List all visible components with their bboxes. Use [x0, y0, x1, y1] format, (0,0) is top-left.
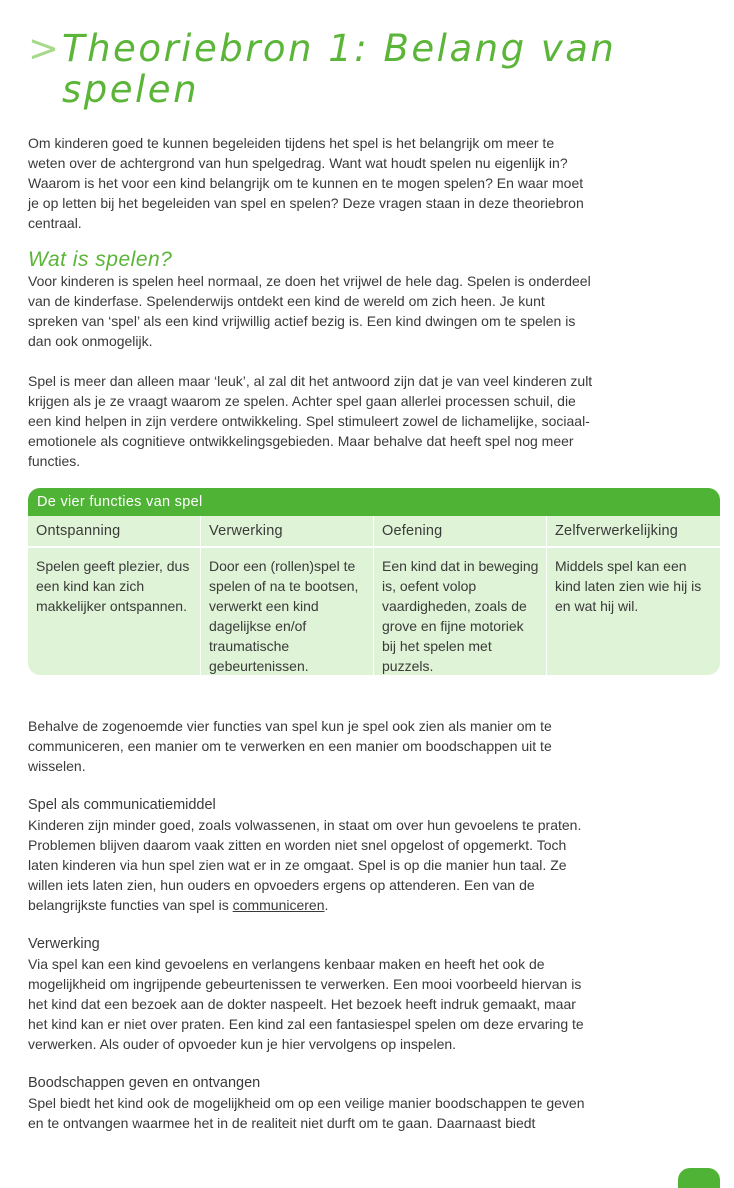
heading-verwerking: Verwerking	[28, 936, 100, 952]
section1-paragraph-1: Voor kinderen is spelen heel normaal, ze doen het vrijwel de hele dag. Spelen is onderdeel van de kinderfase. Spelenderwijs ontdekt een kind de wereld om zich heen. Je kunt spreken van ‘spel’ als een kind vrijwillig actief bezig is. Een kind dwingen om te spelen is dan ook onmogelijk.	[28, 273, 591, 349]
column-header: Oefening	[374, 516, 546, 548]
table-column	[201, 516, 374, 675]
page-title-text: Theoriebron 1: Belang van spelen	[62, 27, 617, 111]
table-column	[28, 516, 201, 675]
intro-paragraph: Om kinderen goed te kunnen begeleiden tijdens het spel is het belangrijk om meer te weten over de achtergrond van hun spelgedrag. Want wat houdt spelen nu eigenlijk in? Waarom is het voor een kind belangrijk om te kunnen en te mogen spelen? En waar moet je op letten bij het begeleiden van spel en spelen? Deze vragen staan in deze theoriebron centraal.	[28, 135, 584, 231]
heading-boodschappen: Boodschappen geven en ontvangen	[28, 1075, 261, 1091]
after-table-paragraph: Behalve de zogenoemde vier functies van spel kun je spel ook zien als manier om te communiceren, een manier om te verwerken en een manier om boodschappen uit te wisselen.	[28, 718, 552, 774]
boodschappen-paragraph: Spel biedt het kind ook de mogelijkheid om op een veilige manier boodschappen te geven en te ontvangen waarmee het in de realiteit niet durft om te gaan. Daarnaast biedt	[28, 1095, 585, 1131]
heading-communicatiemiddel: Spel als communicatiemiddel	[28, 797, 216, 813]
page-number-tab	[678, 1168, 720, 1188]
chevron-right-icon: >	[28, 27, 62, 70]
column-header: Ontspanning	[28, 516, 200, 548]
communicatie-paragraph	[28, 815, 593, 915]
column-body: Een kind dat in beweging is, oefent volop vaardigheden, zoals de grove en fijne motoriek bij het spelen met puzzels.	[382, 558, 539, 674]
column-body: Spelen geeft plezier, dus een kind kan zich makkelijker ontspannen.	[36, 558, 190, 614]
communicatie-text: Kinderen zijn minder goed, zoals volwassenen, in staat om over hun gevoelens te praten. Problemen blijven daarom vaak zitten en worden niet snel opgelost of opgemerkt. Toch laten kinderen via hun spel zien wat er in ze omgaat. Spel is op die manier hun taal. Ze willen iets laten zien, hun ouders en opvoeders ergens op attenderen. Een van de belangrijkste functies van spel is	[28, 817, 582, 913]
section1-paragraph-2: Spel is meer dan alleen maar ‘leuk’, al zal dit het antwoord zijn dat je van veel kinderen zult krijgen als je ze vraagt waarom ze spelen. Achter spel gaan allerlei processen schuil, die een kind helpen in zijn verdere ontwikkeling. Spel stimuleert zowel de lichamelijke, sociaal-emotionele als cognitieve ontwikkelingsgebieden. Maar behalve dat heeft spel nog meer functies.	[28, 373, 593, 469]
column-header: Zelfverwerkelijking	[547, 516, 720, 548]
communiceren-link[interactable]: communiceren	[232, 897, 325, 913]
section-heading-wat-is-spelen: Wat is spelen?	[28, 248, 173, 271]
column-header: Verwerking	[201, 516, 373, 548]
column-body: Door een (rollen)spel te spelen of na te bootsen, verwerkt een kind dagelijkse en/of traumatische gebeurtenissen.	[209, 558, 359, 674]
verwerking-paragraph: Via spel kan een kind gevoelens en verlangens kenbaar maken en heeft het ook de mogelijkheid om ingrijpende gebeurtenissen te verwerken. Een mooi voorbeeld hiervan is het kind dat een bezoek aan de dokter naspeelt. Het bezoek heeft indruk gemaakt, maar het kind kan er niet over praten. Een kind zal een fantasiespel spelen om deze ervaring te verwerken. Als ouder of opvoeder kun je hier vervolgens op inspelen.	[28, 956, 584, 1052]
table-title: De vier functies van spel	[28, 488, 720, 516]
functions-table	[28, 488, 720, 675]
communicatie-end: .	[324, 897, 329, 913]
table-column	[547, 516, 720, 675]
column-body: Middels spel kan een kind laten zien wie hij is en wat hij wil.	[555, 558, 702, 614]
table-column	[374, 516, 547, 675]
page-title	[28, 28, 718, 110]
